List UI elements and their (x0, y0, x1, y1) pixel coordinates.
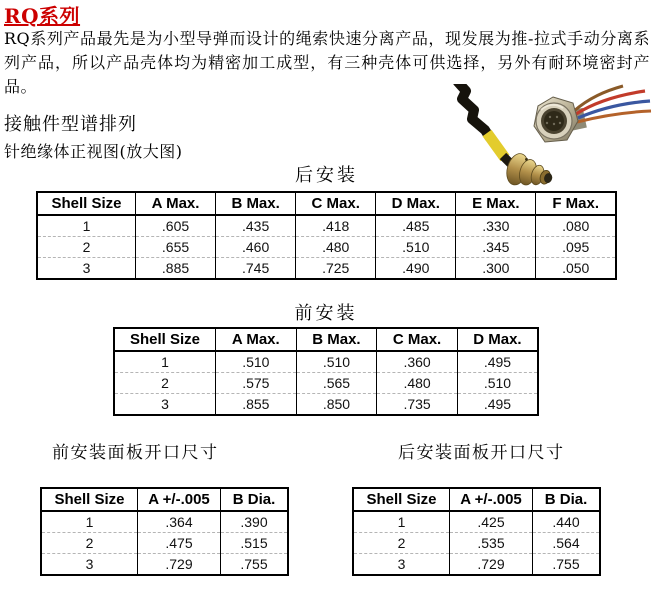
column-header: Shell Size (353, 488, 450, 511)
data-cell: .300 (456, 258, 536, 280)
table-row (41, 511, 288, 533)
column-header: F Max. (536, 192, 616, 215)
header-row (41, 488, 288, 511)
column-header: A +/-.005 (138, 488, 221, 511)
header-row (114, 328, 538, 351)
data-cell: 1 (397, 514, 406, 530)
data-cell: .575 (216, 373, 297, 394)
table-row (114, 351, 538, 373)
rear-panel-cutout-heading: 后安装面板开口尺寸 (398, 443, 565, 463)
data-cell: .729 (450, 554, 533, 576)
front-panel-cutout-heading: 前安装面板开口尺寸 (52, 443, 219, 463)
rear-mount-caption: 后安装 (295, 165, 358, 186)
column-header: B Max. (216, 192, 296, 215)
column-header: A Max. (136, 192, 216, 215)
sub-heading: 针绝缘体正视图(放大图) (4, 142, 183, 161)
data-cell: .425 (450, 511, 533, 533)
data-cell: .360 (377, 351, 458, 373)
data-cell: 2 (353, 533, 450, 554)
column-header: Shell Size (37, 192, 136, 215)
data-cell: 3 (114, 394, 216, 416)
data-cell: .345 (456, 237, 536, 258)
data-cell: .490 (376, 258, 456, 280)
column-header: E Max. (456, 192, 536, 215)
column-header: C Max. (296, 192, 376, 215)
front-panel-cutout-table (40, 487, 289, 576)
front-mount-table (113, 327, 539, 416)
data-cell: .418 (296, 215, 376, 237)
data-cell: 3 (41, 554, 138, 576)
column-header: B Dia. (533, 488, 601, 511)
table-row (37, 215, 616, 237)
data-cell: .510 (457, 373, 538, 394)
data-cell: .510 (376, 237, 456, 258)
column-header: Shell Size (41, 488, 138, 511)
table-row (41, 533, 288, 554)
table-row (114, 373, 538, 394)
data-cell: .850 (296, 394, 377, 416)
data-cell: .480 (296, 237, 376, 258)
intro-paragraph: RQ系列产品最先是为小型导弹而设计的绳索快速分离产品，现发展为推-拉式手动分离系列产品，所以产品壳体均为精密加工成型，有三种壳体可供选择，另外有耐环境密封产品。 (4, 29, 650, 96)
data-cell: 1 (82, 218, 91, 234)
data-cell: .050 (536, 258, 616, 280)
data-cell: .460 (216, 237, 296, 258)
data-cell: 2 (114, 373, 216, 394)
data-cell: .655 (136, 237, 216, 258)
column-header: A +/-.005 (450, 488, 533, 511)
data-cell: .435 (216, 215, 296, 237)
column-header: D Max. (376, 192, 456, 215)
data-cell: .564 (533, 533, 601, 554)
table-row (37, 237, 616, 258)
column-header: D Max. (457, 328, 538, 351)
data-cell: 3 (37, 258, 136, 280)
data-cell: .535 (450, 533, 533, 554)
rear-panel-cutout-table (352, 487, 601, 576)
table-row (353, 511, 600, 533)
column-header: A Max. (216, 328, 297, 351)
data-cell: .885 (136, 258, 216, 280)
data-cell: .510 (216, 351, 297, 373)
data-cell: 2 (37, 237, 136, 258)
data-cell: 2 (41, 533, 138, 554)
front-mount-caption: 前安装 (294, 303, 358, 324)
data-cell: .565 (296, 373, 377, 394)
data-cell: .480 (377, 373, 458, 394)
data-cell: .735 (377, 394, 458, 416)
data-cell: .475 (138, 533, 221, 554)
data-cell: .510 (296, 351, 377, 373)
column-header: B Max. (296, 328, 377, 351)
table-row (114, 394, 538, 416)
data-cell: .729 (138, 554, 221, 576)
data-cell: 1 (85, 514, 94, 530)
table-row (353, 533, 600, 554)
data-cell: .755 (221, 554, 289, 576)
table-row (41, 554, 288, 576)
table-row (353, 554, 600, 576)
rear-mount-table (36, 191, 617, 280)
data-cell: .095 (536, 237, 616, 258)
data-cell: .495 (457, 351, 538, 373)
data-cell: .515 (221, 533, 289, 554)
column-header: B Dia. (221, 488, 289, 511)
data-cell: .080 (536, 215, 616, 237)
table-row (37, 258, 616, 280)
data-cell: 1 (161, 354, 169, 370)
data-cell: .605 (136, 215, 216, 237)
data-cell: .390 (221, 511, 289, 533)
data-cell: .745 (216, 258, 296, 280)
data-cell: .440 (533, 511, 601, 533)
data-cell: 3 (353, 554, 450, 576)
data-cell: .330 (456, 215, 536, 237)
column-header: C Max. (377, 328, 458, 351)
data-cell: .855 (216, 394, 297, 416)
column-header: Shell Size (114, 328, 216, 351)
header-row (37, 192, 616, 215)
data-cell: .485 (376, 215, 456, 237)
section-heading: 接触件型谱排列 (4, 114, 137, 135)
data-cell: .495 (457, 394, 538, 416)
page-title: RQ系列 (4, 4, 81, 28)
data-cell: .725 (296, 258, 376, 280)
data-cell: .364 (138, 511, 221, 533)
data-cell: .755 (533, 554, 601, 576)
header-row (353, 488, 600, 511)
